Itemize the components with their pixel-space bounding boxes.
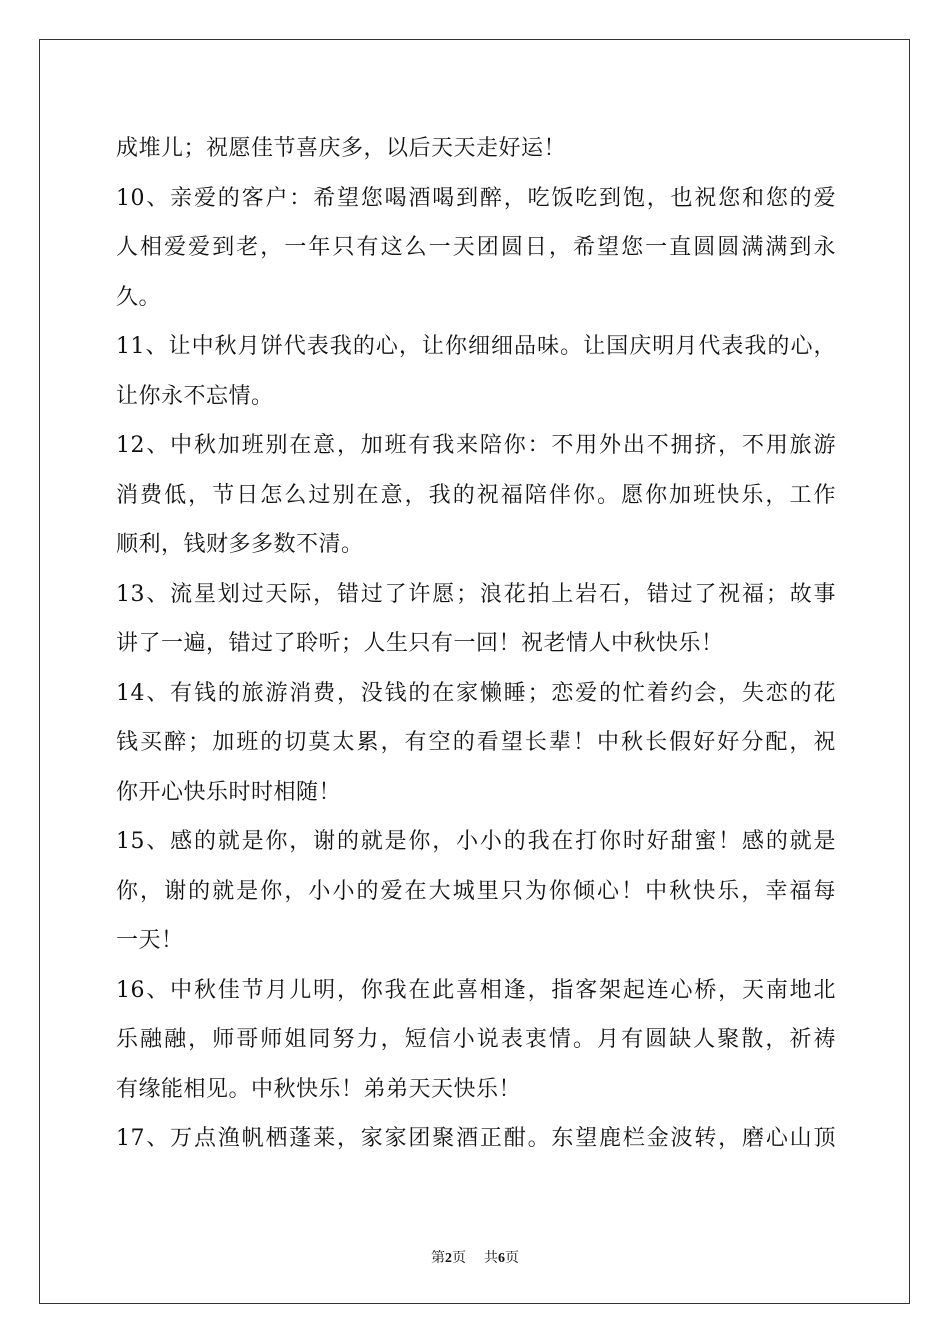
text-line: 久。 — [116, 284, 162, 310]
text-line: 12、中秋加班别在意，加班有我来陪你：不用外出不拥挤，不用旅游 — [116, 433, 836, 458]
page-number: 2 — [445, 1251, 452, 1266]
text-line: 一天！ — [116, 928, 184, 953]
text-line: 你开心快乐时时相随！ — [116, 779, 342, 805]
text-line: 15、感的就是你，谢的就是你，小小的我在打你时好甜蜜！感的就是 — [116, 829, 836, 854]
text-line: 有缘能相见。中秋快乐！弟弟天天快乐！ — [116, 1076, 522, 1102]
text-line: 14、有钱的旅游消费，没钱的在家懒睡；恋爱的忙着约会，失恋的花 — [116, 680, 836, 706]
text-line: 你，谢的就是你，小小的爱在大城里只为你倾心！中秋快乐，幸福每 — [116, 878, 836, 904]
text-line: 讲了一遍，错过了聆听；人生只有一回！祝老情人中秋快乐！ — [116, 631, 724, 656]
text-line: 17、万点渔帆栖蓬莱，家家团聚酒正酣。东望鹿栏金波转，磨心山顶 — [116, 1126, 836, 1151]
total-suffix: 页 — [505, 1250, 519, 1266]
total-pages: 6 — [498, 1251, 505, 1266]
text-line: 人相爱爱到老，一年只有这么一天团圆日，希望您一直圆圆满满到永 — [116, 235, 836, 260]
text-line: 16、中秋佳节月儿明，你我在此喜相逢，指客架起连心桥，天南地北 — [116, 977, 836, 1003]
text-line: 顺利，钱财多多数不清。 — [116, 532, 364, 557]
page-footer — [0, 1247, 950, 1267]
page-suffix: 页 — [452, 1250, 466, 1266]
page-prefix: 第 — [431, 1250, 445, 1266]
text-line: 钱买醉；加班的切莫太累，有空的看望长辈！中秋长假好好分配，祝 — [116, 730, 836, 755]
text-line: 成堆儿；祝愿佳节喜庆多，以后天天走好运！ — [116, 136, 567, 161]
text-line: 13、流星划过天际，错过了许愿；浪花拍上岩石，错过了祝福；故事 — [116, 581, 836, 607]
text-line: 乐融融，师哥师姐同努力，短信小说表衷情。月有圆缺人聚散，祈祷 — [116, 1027, 836, 1052]
text-line: 10、亲爱的客户：希望您喝酒喝到醉，吃饭吃到饱，也祝您和您的爱 — [116, 185, 836, 211]
text-line: 11、让中秋月饼代表我的心，让你细细品味。让国庆明月代表我的心， — [116, 334, 836, 359]
text-line: 消费低，节日怎么过别在意，我的祝福陪伴你。愿你加班快乐，工作 — [116, 482, 836, 508]
text-line: 让你永不忘情。 — [116, 383, 274, 409]
total-prefix: 共 — [484, 1250, 498, 1266]
document-body — [116, 124, 836, 1164]
